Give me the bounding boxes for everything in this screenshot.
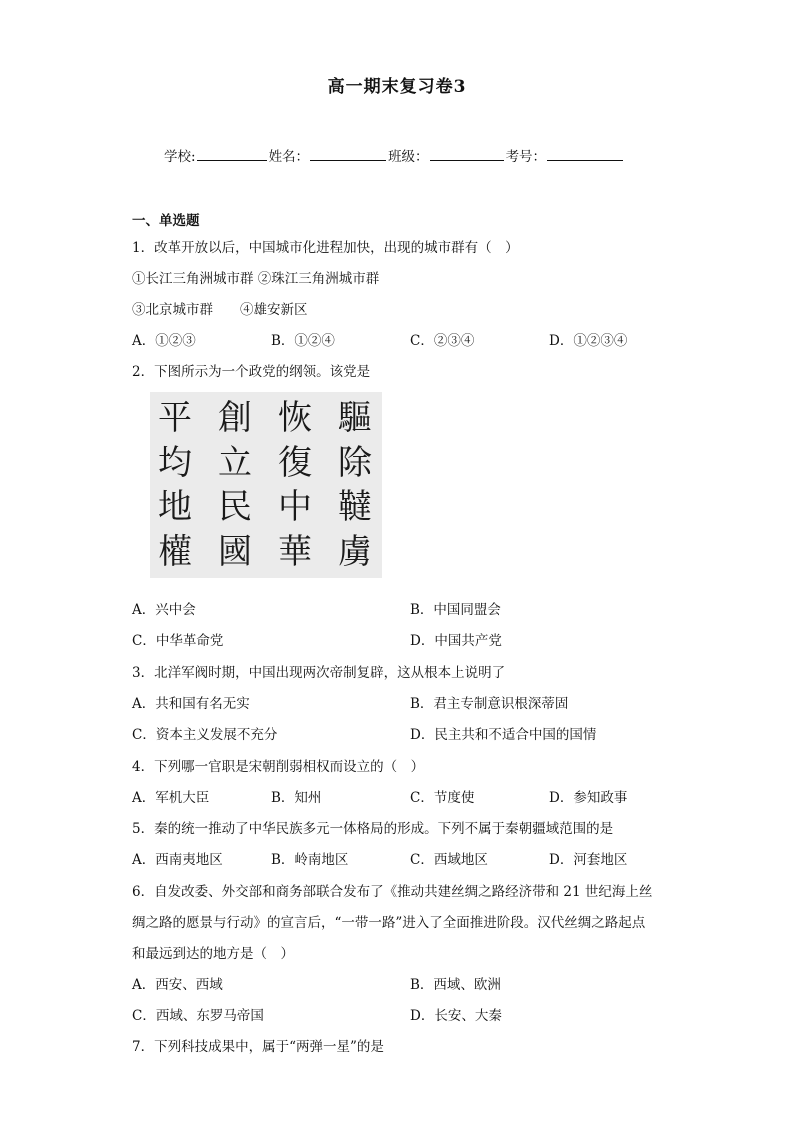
slogan-char: 均 (158, 442, 192, 483)
slogan-char: 華 (278, 531, 312, 572)
question-4-option-b[interactable]: B．知州 (271, 790, 322, 806)
question-6-stem-line-2: 绸之路的愿景与行动》的宣言后，“一带一路”进入了全面推进阶段。汉代丝绸之路起点 (132, 915, 646, 931)
slogan-column-2 (212, 398, 258, 572)
question-2-option-c[interactable]: C．中华革命党 (132, 633, 224, 649)
slogan-char: 中 (278, 487, 312, 528)
question-7-stem: 7．下列科技成果中，属于“两弹一星”的是 (132, 1039, 384, 1055)
question-3-option-b[interactable]: B．君主专制意识根深蒂固 (410, 696, 569, 712)
question-6-option-b[interactable]: B．西域、欧洲 (410, 977, 501, 993)
slogan-char: 虜 (338, 531, 372, 572)
question-6-option-d[interactable]: D．长安、大秦 (410, 1008, 502, 1024)
question-1-option-b[interactable]: B．①②④ (271, 333, 335, 349)
question-6-option-a[interactable]: A．西安、西域 (132, 977, 223, 993)
slogan-char: 除 (338, 442, 372, 483)
question-3-option-d[interactable]: D．民主共和不适合中国的国情 (410, 727, 597, 743)
slogan-char: 韃 (338, 487, 372, 528)
question-2-option-b[interactable]: B．中国同盟会 (410, 602, 501, 618)
question-4-stem: 4．下列哪一官职是宋朝削弱相权而设立的（ ） (132, 759, 425, 775)
slogan-char: 立 (218, 442, 252, 483)
slogan-column-3 (272, 398, 318, 572)
question-1-line-1: ①长江三角洲城市群 ②珠江三角洲城市群 (132, 271, 380, 287)
page-title: 高一期末复习卷3 (327, 77, 467, 97)
question-1-stem: 1．改革开放以后，中国城市化进程加快，出现的城市群有（ ） (132, 240, 519, 256)
slogan-char: 地 (158, 487, 192, 528)
question-6-stem-line-3: 和最远到达的地方是（ ） (132, 946, 294, 962)
slogan-char: 恢 (278, 398, 312, 438)
question-1-option-d[interactable]: D．①②③④ (549, 333, 628, 349)
question-2-stem: 2．下图所示为一个政党的纲领。该党是 (132, 364, 371, 380)
slogan-column-1 (152, 398, 198, 572)
name-blank[interactable] (310, 146, 386, 161)
slogan-char: 驅 (338, 398, 372, 438)
question-3-stem: 3．北洋军阀时期，中国出现两次帝制复辟，这从根本上说明了 (132, 665, 506, 681)
slogan-column-4 (332, 398, 378, 572)
question-4-option-a[interactable]: A．军机大臣 (132, 790, 210, 806)
class-blank[interactable] (430, 146, 504, 161)
slogan-char: 民 (218, 487, 252, 528)
section-heading: 一、单选题 (132, 213, 200, 229)
question-4-option-c[interactable]: C．节度使 (410, 790, 475, 806)
slogan-char: 復 (278, 442, 312, 483)
number-blank[interactable] (547, 146, 623, 161)
school-label: 学校: (164, 149, 196, 165)
question-5-option-b[interactable]: B．岭南地区 (271, 852, 349, 868)
student-info-line (164, 145, 625, 165)
question-5-option-c[interactable]: C．西域地区 (410, 852, 488, 868)
slogan-char: 創 (218, 398, 252, 438)
question-1-option-c[interactable]: C．②③④ (410, 333, 475, 349)
question-3-option-c[interactable]: C．资本主义发展不充分 (132, 727, 278, 743)
question-5-option-d[interactable]: D．河套地区 (549, 852, 628, 868)
question-2-option-a[interactable]: A．兴中会 (132, 602, 196, 618)
slogan-char: 國 (218, 531, 252, 572)
question-5-option-a[interactable]: A．西南夷地区 (132, 852, 223, 868)
class-label: 班级： (388, 149, 429, 165)
question-1-line-2: ③北京城市群 ④雄安新区 (132, 302, 308, 318)
question-3-option-a[interactable]: A．共和国有名无实 (132, 696, 250, 712)
question-2-option-d[interactable]: D．中国共产党 (410, 633, 502, 649)
question-1-option-a[interactable]: A．①②③ (132, 333, 196, 349)
party-program-image (150, 392, 382, 578)
number-label: 考号： (505, 149, 547, 165)
name-label: 姓名： (268, 149, 310, 165)
question-5-stem: 5．秦的统一推动了中华民族多元一体格局的形成。下列不属于秦朝疆域范围的是 (132, 821, 614, 837)
question-4-option-d[interactable]: D．参知政事 (549, 790, 628, 806)
slogan-char: 權 (158, 531, 192, 572)
question-6-option-c[interactable]: C．西域、东罗马帝国 (132, 1008, 264, 1024)
school-blank[interactable] (197, 146, 267, 161)
question-6-stem-line-1: 6．自发改委、外交部和商务部联合发布了《推动共建丝绸之路经济带和 21 世纪海上丝 (132, 884, 653, 900)
slogan-char: 平 (158, 398, 192, 438)
